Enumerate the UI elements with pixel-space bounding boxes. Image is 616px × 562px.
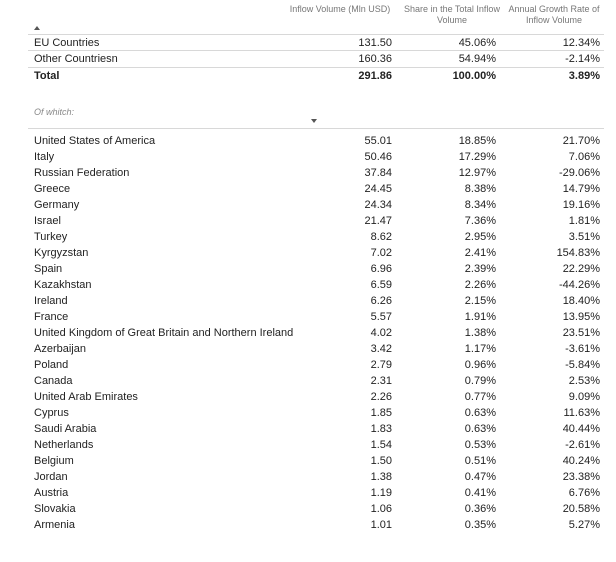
row-growth: -2.14% [565, 53, 600, 65]
row-name: United Arab Emirates [34, 391, 138, 403]
table-row-other [28, 51, 604, 68]
row-name: Austria [34, 487, 69, 499]
table-row [28, 181, 604, 197]
row-inflow: 24.34 [364, 199, 392, 211]
table-row [28, 245, 604, 261]
table-row [28, 325, 604, 341]
row-share: 0.79% [464, 375, 496, 387]
row-share: 12.97% [458, 167, 496, 179]
row-growth: -5.84% [565, 359, 600, 371]
table-row [28, 501, 604, 517]
row-name: Canada [34, 375, 73, 387]
row-growth: 40.44% [562, 423, 600, 435]
row-share: 17.29% [458, 151, 496, 163]
subsection-header [28, 101, 604, 129]
sort-ascending-icon[interactable] [34, 26, 40, 30]
row-growth: 14.79% [562, 183, 600, 195]
row-share: 1.17% [464, 343, 496, 355]
row-share: 0.41% [464, 487, 496, 499]
row-growth: -29.06% [559, 167, 600, 179]
row-inflow: 291.86 [358, 70, 392, 82]
row-inflow: 6.59 [370, 279, 392, 291]
row-share: 0.36% [464, 503, 496, 515]
row-inflow: 8.62 [370, 231, 392, 243]
row-growth: 21.70% [562, 135, 600, 147]
row-growth: 18.40% [562, 295, 600, 307]
row-growth: 3.51% [568, 231, 600, 243]
row-name: Cyprus [34, 407, 69, 419]
row-share: 45.06% [458, 37, 496, 49]
row-inflow: 21.47 [364, 215, 392, 227]
subsection-label: Of whitch: [34, 107, 75, 117]
row-growth: 9.09% [568, 391, 600, 403]
row-inflow: 1.83 [370, 423, 392, 435]
row-inflow: 6.96 [370, 263, 392, 275]
row-inflow: 2.26 [370, 391, 392, 403]
row-name: Turkey [34, 231, 68, 243]
row-share: 0.53% [464, 439, 496, 451]
row-name: United States of America [34, 135, 156, 147]
row-growth: 11.63% [563, 407, 600, 419]
table-row [28, 421, 604, 437]
row-name: Spain [34, 263, 63, 275]
row-growth: 13.95% [562, 311, 600, 323]
row-inflow: 131.50 [358, 37, 392, 49]
row-name: Jordan [34, 471, 68, 483]
row-share: 0.51% [464, 455, 496, 467]
row-name: Azerbaijan [34, 343, 86, 355]
row-share: 0.77% [464, 391, 496, 403]
row-growth: 40.24% [562, 455, 600, 467]
row-share: 0.35% [464, 519, 496, 531]
row-share: 7.36% [464, 215, 496, 227]
row-growth: 154.83% [556, 247, 600, 259]
row-inflow: 6.26 [370, 295, 392, 307]
row-name: France [34, 311, 69, 323]
table-row [28, 437, 604, 453]
row-name: Armenia [34, 519, 75, 531]
header-growth-rate[interactable]: Annual Growth Rate of Inflow Volume [508, 4, 600, 25]
row-growth: 6.76% [568, 487, 600, 499]
table-row-total [28, 68, 604, 85]
row-name: Poland [34, 359, 69, 371]
inflow-table [28, 0, 604, 533]
row-name: United Kingdom of Great Britain and Northern Ireland [34, 327, 294, 339]
table-row [28, 197, 604, 213]
row-share: 2.15% [464, 295, 496, 307]
row-share: 2.95% [464, 231, 496, 243]
table-row [28, 149, 604, 165]
table-row [28, 389, 604, 405]
row-inflow: 1.06 [370, 503, 392, 515]
row-name: Ireland [34, 295, 68, 307]
row-name: Netherlands [34, 439, 94, 451]
row-name: Italy [34, 151, 55, 163]
row-inflow: 3.42 [370, 343, 392, 355]
row-share: 18.85% [458, 135, 496, 147]
row-growth: 20.58% [562, 503, 600, 515]
row-growth: 23.38% [562, 471, 600, 483]
row-share: 8.38% [464, 183, 496, 195]
row-growth: 12.34% [562, 37, 600, 49]
row-inflow: 1.01 [370, 519, 392, 531]
row-growth: -3.61% [565, 343, 600, 355]
row-name: Israel [34, 215, 61, 227]
row-name: Total [34, 70, 60, 82]
row-share: 1.38% [464, 327, 496, 339]
row-inflow: 1.19 [370, 487, 392, 499]
row-growth: 19.16% [562, 199, 600, 211]
row-name: Greece [34, 183, 71, 195]
row-growth: 7.06% [568, 151, 600, 163]
row-share: 2.39% [464, 263, 496, 275]
table-row [28, 293, 604, 309]
row-name: Kazakhstan [34, 279, 92, 291]
row-inflow: 55.01 [364, 135, 392, 147]
row-name: Kyrgyzstan [34, 247, 89, 259]
row-inflow: 37.84 [364, 167, 392, 179]
sort-descending-icon[interactable] [311, 119, 317, 123]
row-name: Saudi Arabia [34, 423, 97, 435]
row-name: Germany [34, 199, 80, 211]
table-row [28, 277, 604, 293]
row-growth: -2.61% [565, 439, 600, 451]
table-row [28, 213, 604, 229]
row-inflow: 1.85 [370, 407, 392, 419]
country-rows [28, 133, 604, 533]
table-row [28, 133, 604, 149]
table-row [28, 485, 604, 501]
table-row [28, 229, 604, 245]
table-row [28, 517, 604, 533]
row-growth: 23.51% [562, 327, 600, 339]
row-share: 54.94% [458, 53, 496, 65]
row-inflow: 2.31 [370, 375, 392, 387]
row-share: 0.63% [464, 407, 496, 419]
table-row [28, 357, 604, 373]
row-growth: -44.26% [559, 279, 600, 291]
row-growth: 1.81% [568, 215, 600, 227]
row-share: 1.91% [464, 311, 496, 323]
row-inflow: 7.02 [370, 247, 392, 259]
row-inflow: 160.36 [358, 53, 392, 65]
row-name: Slovakia [34, 503, 76, 515]
row-share: 0.63% [464, 423, 496, 435]
table-row-eu [28, 34, 604, 51]
row-share: 2.41% [464, 247, 496, 259]
row-inflow: 1.50 [370, 455, 392, 467]
row-share: 100.00% [452, 70, 496, 82]
table-row [28, 469, 604, 485]
row-share: 0.47% [464, 471, 496, 483]
row-inflow: 4.02 [370, 327, 392, 339]
row-growth: 3.89% [568, 70, 600, 82]
row-share: 8.34% [464, 199, 496, 211]
table-row [28, 373, 604, 389]
row-inflow: 1.38 [370, 471, 392, 483]
row-inflow: 2.79 [370, 359, 392, 371]
table-row [28, 341, 604, 357]
table-row [28, 405, 604, 421]
row-inflow: 5.57 [370, 311, 392, 323]
header-share[interactable]: Share in the Total Inflow Volume [404, 4, 500, 25]
table-row [28, 453, 604, 469]
row-inflow: 1.54 [370, 439, 392, 451]
table-row [28, 309, 604, 325]
header-inflow-volume[interactable]: Inflow Volume (Mln USD) [289, 4, 391, 14]
table-header [28, 0, 604, 34]
row-name: Russian Federation [34, 167, 130, 179]
table-row [28, 165, 604, 181]
table-row [28, 261, 604, 277]
row-name: EU Countries [34, 37, 100, 49]
summary-rows [28, 34, 604, 85]
row-share: 2.26% [464, 279, 496, 291]
row-share: 0.96% [464, 359, 496, 371]
divider [28, 128, 604, 129]
row-growth: 5.27% [568, 519, 600, 531]
row-growth: 22.29% [562, 263, 600, 275]
row-name: Other Countriesn [34, 53, 118, 65]
row-growth: 2.53% [568, 375, 600, 387]
row-inflow: 50.46 [364, 151, 392, 163]
row-inflow: 24.45 [364, 183, 392, 195]
row-name: Belgium [34, 455, 74, 467]
